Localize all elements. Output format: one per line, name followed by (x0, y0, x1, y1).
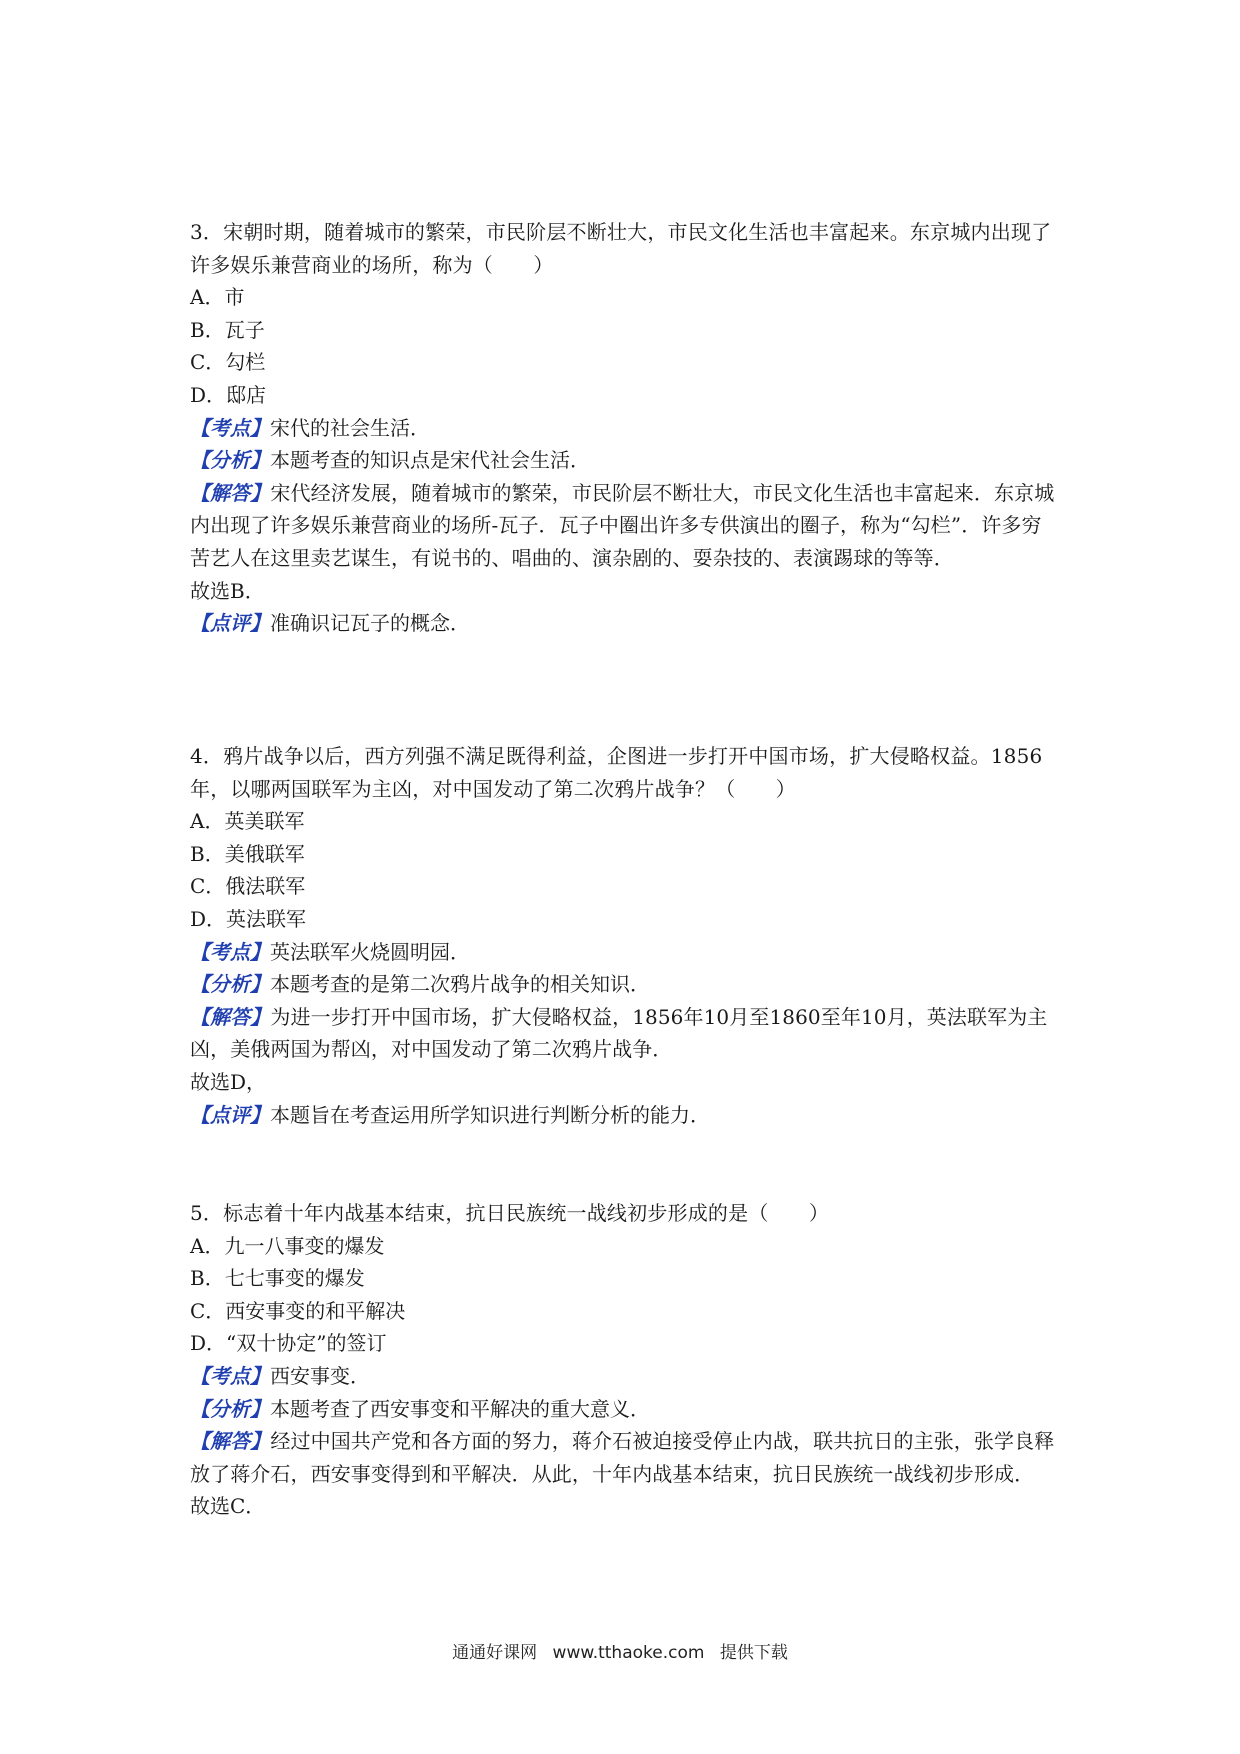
jieda-tag: 【解答】 (190, 1004, 271, 1029)
footer-site-name: 通通好课网 (452, 1643, 538, 1663)
option-a: A．市 (190, 285, 245, 310)
kaodian-tag: 【考点】 (190, 1363, 270, 1388)
fenxi-tag: 【分析】 (190, 448, 270, 473)
answer-choice: 故选B． (190, 578, 265, 603)
footer-url: www.tthaoke.com (552, 1643, 705, 1663)
option-b: B．美俄联军 (190, 841, 305, 866)
question-stem: 4．鸦片战争以后，西方列强不满足既得利益，企图进一步打开中国市场，扩大侵略权益。1856年，以哪两国联军为主凶，对中国发动了第二次鸦片战争？（ ） (190, 744, 1043, 801)
question-3 (190, 216, 1060, 640)
jieda-tag: 【解答】 (190, 480, 271, 505)
fenxi-tag: 【分析】 (190, 1396, 270, 1421)
kaodian-tag: 【考点】 (190, 415, 270, 440)
option-b: B．七七事变的爆发 (190, 1266, 365, 1291)
dianping-tag: 【点评】 (190, 1102, 270, 1127)
dianping-tag: 【点评】 (190, 611, 270, 636)
kaodian-text: 宋代的社会生活． (270, 415, 430, 440)
question-stem: 3．宋朝时期，随着城市的繁荣，市民阶层不断壮大，市民文化生活也丰富起来。东京城内出现了许多娱乐兼营商业的场所，称为（ ） (190, 220, 1052, 277)
kaodian-row (190, 1360, 1060, 1393)
question-stem: 5．标志着十年内战基本结束，抗日民族统一战线初步形成的是（ ） (190, 1201, 830, 1225)
dianping-row (190, 1099, 1060, 1132)
option-d: D．“双十协定”的签订 (190, 1331, 387, 1356)
option-c: C．俄法联军 (190, 874, 306, 899)
jieda-row (190, 1001, 1060, 1066)
dianping-text: 本题旨在考查运用所学知识进行判断分析的能力． (270, 1102, 710, 1127)
option-b: B．瓦子 (190, 317, 265, 342)
jieda-text: 经过中国共产党和各方面的努力，蒋介石被迫接受停止内战，联共抗日的主张，张学良释放了蒋介石，西安事变得到和平解决．从此，十年内战基本结束，抗日民族统一战线初步形成． (190, 1429, 1055, 1486)
fenxi-tag: 【分析】 (190, 972, 270, 997)
fenxi-text: 本题考查了西安事变和平解决的重大意义． (270, 1396, 650, 1421)
kaodian-text: 英法联军火烧圆明园． (270, 939, 470, 964)
option-a: A．英美联军 (190, 809, 305, 834)
kaodian-tag: 【考点】 (190, 939, 270, 964)
answer-choice: 故选D， (190, 1069, 267, 1094)
option-d: D．邸店 (190, 382, 267, 407)
dianping-row (190, 607, 1060, 640)
fenxi-row (190, 1393, 1060, 1426)
jieda-row (190, 477, 1060, 575)
jieda-text: 宋代经济发展，随着城市的繁荣，市民阶层不断壮大，市民文化生活也丰富起来．东京城内出现了许多娱乐兼营商业的场所-瓦子．瓦子中圈出许多专供演出的圈子，称为“勾栏”．许多穷苦艺人在这里卖艺谋生，有说书的、唱曲的、演杂剧的、耍杂技的、表演踢球的等等． (190, 480, 1055, 570)
kaodian-row (190, 936, 1060, 969)
jieda-row (190, 1425, 1060, 1490)
page-footer (0, 1638, 1240, 1663)
question-5 (190, 1197, 1060, 1523)
option-c: C．西安事变的和平解决 (190, 1298, 406, 1323)
jieda-tag: 【解答】 (190, 1429, 271, 1454)
fenxi-text: 本题考查的知识点是宋代社会生活． (270, 448, 590, 473)
question-4 (190, 740, 1060, 1131)
fenxi-text: 本题考查的是第二次鸦片战争的相关知识． (270, 972, 650, 997)
option-c: C．勾栏 (190, 350, 266, 375)
kaodian-row (190, 412, 1060, 445)
option-a: A．九一八事变的爆发 (190, 1233, 385, 1258)
fenxi-row (190, 968, 1060, 1001)
option-d: D．英法联军 (190, 906, 307, 931)
answer-choice: 故选C． (190, 1494, 266, 1519)
kaodian-text: 西安事变． (270, 1363, 370, 1388)
jieda-text: 为进一步打开中国市场，扩大侵略权益，1856年10月至1860至年10月，英法联军为主凶，美俄两国为帮凶，对中国发动了第二次鸦片战争． (190, 1004, 1048, 1062)
fenxi-row (190, 444, 1060, 477)
dianping-text: 准确识记瓦子的概念． (270, 611, 470, 636)
footer-suffix: 提供下载 (719, 1643, 788, 1663)
